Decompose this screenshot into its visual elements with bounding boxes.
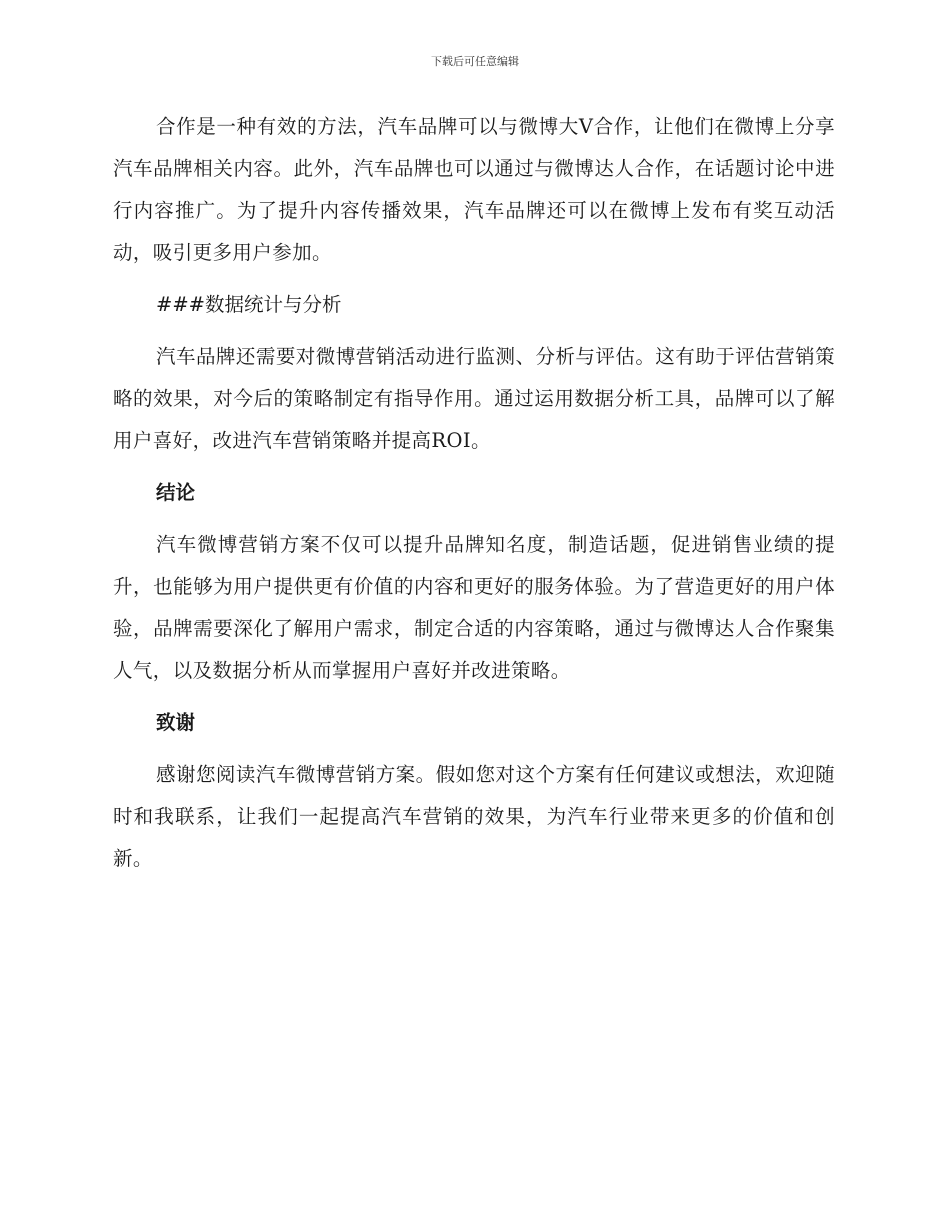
paragraph-thanks: 感谢您阅读汽车微博营销方案。假如您对这个方案有任何建议或想法，欢迎随时和我联系，让我们一起提高汽车营销的效果，为汽车行业带来更多的价值和创新。 [113,763,835,870]
paragraph-conclusion: 汽车微博营销方案不仅可以提升品牌知名度，制造话题，促进销售业绩的提升，也能够为用户提供更有价值的内容和更好的服务体验。为了营造更好的用户体验，品牌需要深化了解用户需求，制定合适的内容策略，通过与微博达人合作聚集人气，以及数据分析从而掌握用户喜好并改进策略。 [113,533,835,682]
section-heading-conclusion: 结论 [156,481,196,504]
section-heading-data-analysis: ###数据统计与分析 [156,293,342,316]
section-heading-thanks: 致谢 [156,711,196,734]
document-body [113,106,835,880]
paragraph-cooperation: 合作是一种有效的方法，汽车品牌可以与微博大V合作，让他们在微博上分享汽车品牌相关内容。此外，汽车品牌也可以通过与微博达人合作，在话题讨论中进行内容推广。为了提升内容传播效果，汽车品牌还可以在微博上发布有奖互动活动，吸引更多用户参加。 [113,115,835,264]
page-header: 下载后可任意编辑 [431,55,519,68]
paragraph-data-analysis: 汽车品牌还需要对微博营销活动进行监测、分析与评估。这有助于评估营销策略的效果，对今后的策略制定有指导作用。通过运用数据分析工具，品牌可以了解用户喜好，改进汽车营销策略并提高ROI。 [113,345,835,452]
